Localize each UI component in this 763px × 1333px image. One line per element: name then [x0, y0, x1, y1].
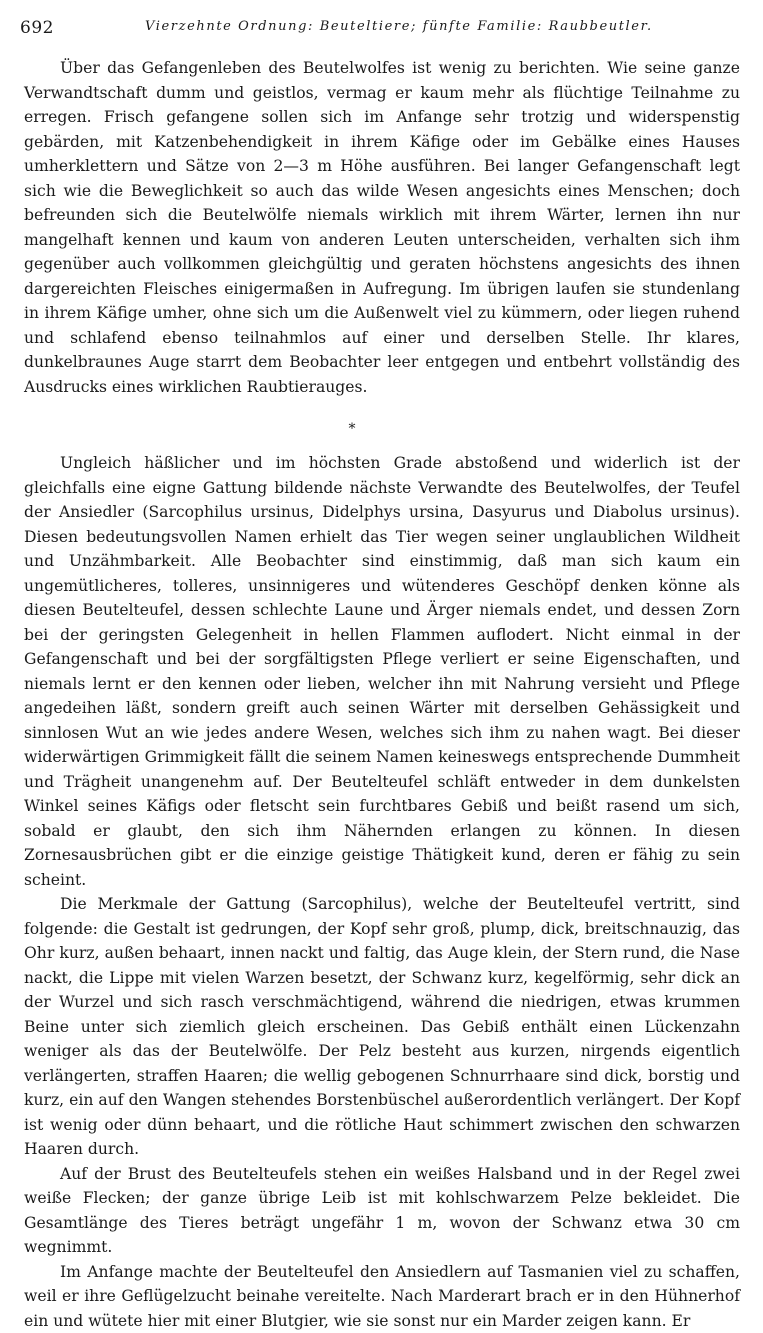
paragraph-coloration: Auf der Brust des Beutelteufels stehen ein weißes Halsband und in der Regel zwei weiße Flecken; der ganze übrige Leib ist mit kohlschwarzem Pelze bekleidet. Die Gesamtlänge des Tieres beträgt ungefähr 1 m, wovon der Schwanz etwa 30 cm wegnimmt. — [24, 1162, 740, 1260]
running-head: Vierzehnte Ordnung: Beuteltiere; fünfte Familie: Raubbeutler. — [145, 19, 653, 34]
paragraph-settlers: Im Anfange machte der Beutelteufel den Ansiedlern auf Tasmanien viel zu schaffen, weil er ihre Geflügelzucht beinahe vereitelte. Nach Marderart brach er in den Hühnerhof ein und wütete hier mit einer Blutgier, wie sie sonst nur ein Marder zeigen kann. Er — [24, 1260, 740, 1333]
page-number: 692 — [20, 18, 54, 38]
section-separator: * — [24, 399, 740, 451]
paragraph-captivity: Über das Gefangenleben des Beutelwolfes ist wenig zu berichten. Wie seine ganze Verwandtschaft dumm und geistlos, vermag er kaum mehr als flüchtige Teilnahme zu erregen. Frisch gefangene sollen sich im Anfange sehr trotzig und widerspenstig gebärden, mit Katzenbehendigkeit in ihrem Käfige oder im Gebälke eines Hauses umherklettern und Sätze von 2—3 m Höhe ausführen. Bei langer Gefangenschaft legt sich wie die Beweglichkeit so auch das wilde Wesen angesichts eines Menschen; doch befreunden sich die Beutelwölfe niemals wirklich mit ihrem Wärter, lernen ihn nur mangelhaft kennen und kaum von anderen Leuten unterscheiden, verhalten sich ihm gegenüber auch vollkommen gleichgültig und geraten höchstens angesichts des ihnen dargereichten Fleisches einigermaßen in Aufregung. Im übrigen laufen sie stundenlang in ihrem Käfige umher, ohne sich um die Außenwelt viel zu kümmern, oder liegen ruhend und schlafend ebenso teilnahmlos auf einer und derselben Stelle. Ihr klares, dunkelbraunes Auge starrt dem Beobachter leer entgegen und entbehrt vollständig des Ausdrucks eines wirklichen Raubtierauges. — [24, 56, 740, 399]
body-text — [24, 56, 740, 1333]
paragraph-genus-traits: Die Merkmale der Gattung (Sarcophilus), welche der Beutelteufel vertritt, sind folgende: die Gestalt ist gedrungen, der Kopf sehr groß, plump, dick, breitschnauzig, das Ohr kurz, außen behaart, innen nackt und faltig, das Auge klein, der Stern rund, die Nase nackt, die Lippe mit vielen Warzen besetzt, der Schwanz kurz, kegelförmig, sehr dick an der Wurzel und sich rasch verschmächtigend, während die niedrigen, etwas krummen Beine unter sich ziemlich gleich erscheinen. Das Gebiß enthält einen Lückenzahn weniger als das der Beutelwölfe. Der Pelz besteht aus kurzen, nirgends eigentlich verlängerten, straffen Haaren; die wellig gebogenen Schnurrhaare sind dick, borstig und kurz, ein auf den Wangen stehendes Borstenbüschel außerordentlich verlängert. Der Kopf ist wenig oder dünn behaart, und die rötliche Haut schimmert zwischen den schwarzen Haaren durch. — [24, 892, 740, 1162]
paragraph-tasmanian-devil: Ungleich häßlicher und im höchsten Grade abstoßend und widerlich ist der gleichfalls eine eigne Gattung bildende nächste Verwandte des Beutelwolfes, der Teufel der Ansiedler (Sarcophilus ursinus, Didelphys ursina, Dasyurus und Diabolus ursinus). Diesen bedeutungsvollen Namen erhielt das Tier wegen seiner unglaublichen Wildheit und Unzähmbarkeit. Alle Beobachter sind einstimmig, daß man sich kaum ein ungemütlicheres, tolleres, unsinnigeres und wütenderes Geschöpf denken könne als diesen Beutelteufel, dessen schlechte Laune und Ärger niemals endet, und dessen Zorn bei der geringsten Gelegenheit in hellen Flammen auflodert. Nicht einmal in der Gefangenschaft und bei der sorgfältigsten Pflege verliert er seine Eigenschaften, und niemals lernt er den kennen oder lieben, welcher ihn mit Nahrung versieht und Pflege angedeihen läßt, sondern greift auch seinen Wärter mit derselben Gehässigkeit und sinnlosen Wut an wie jedes andere Wesen, welches sich ihm zu nahen wagt. Bei dieser widerwärtigen Grimmigkeit fällt die seinem Namen keineswegs entsprechende Dummheit und Trägheit unangenehm auf. Der Beutelteufel schläft entweder in dem dunkelsten Winkel seines Käfigs oder fletscht sein furchtbares Gebiß und beißt rasend um sich, sobald er glaubt, den sich ihm Nähernden erlangen zu können. In diesen Zornesausbrüchen gibt er die einzige geistige Thätigkeit kund, deren er fähig zu sein scheint. — [24, 451, 740, 892]
page-header — [20, 14, 740, 38]
